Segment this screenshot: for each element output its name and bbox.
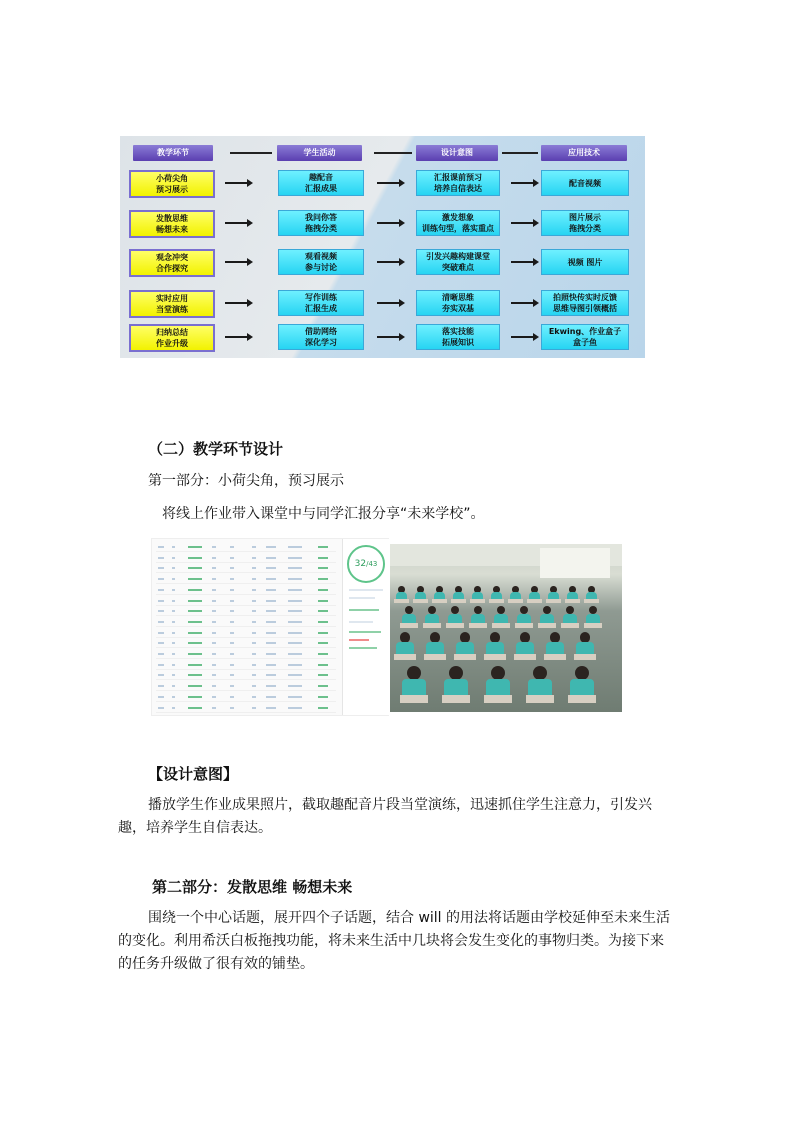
- list-row-cell: [266, 610, 276, 612]
- desk: [515, 623, 533, 628]
- list-row-cell: [252, 621, 256, 623]
- part2-line-2: 的变化。利用希沃白板拖拽功能，将未来生活中几块将会发生变化的事物归类。为接下来: [118, 933, 664, 949]
- desk: [451, 599, 466, 603]
- flow-cell-r2-c4: 图片展示 拖拽分类: [541, 210, 629, 236]
- list-row-status: [318, 557, 328, 559]
- list-row-cell: [212, 707, 216, 709]
- list-row-cell: [288, 685, 302, 687]
- list-row-cell: [288, 589, 302, 591]
- list-row-cell: [172, 664, 175, 666]
- flow-arrow-icon: [225, 302, 249, 304]
- list-row-cell: [230, 664, 234, 666]
- desk: [561, 623, 579, 628]
- list-row-status: [318, 610, 328, 612]
- list-row-name: [188, 610, 202, 612]
- flow-cell-r4-c2: 写作训练 汇报生成: [278, 290, 364, 316]
- desk: [470, 599, 485, 603]
- homework-list-screenshot: [151, 538, 389, 716]
- list-row-cell: [212, 578, 216, 580]
- list-row-cell: [266, 653, 276, 655]
- list-row-cell: [158, 589, 164, 591]
- list-row-cell: [158, 642, 164, 644]
- header-design-intent: 设计意图: [416, 145, 498, 161]
- list-row-divider: [156, 669, 336, 670]
- list-row-cell: [252, 653, 256, 655]
- desk: [527, 599, 542, 603]
- list-row-cell: [212, 546, 216, 548]
- flow-arrow-icon: [377, 222, 401, 224]
- desk: [489, 599, 504, 603]
- list-row-cell: [230, 632, 234, 634]
- desk: [424, 654, 446, 660]
- list-row-cell: [212, 567, 216, 569]
- list-row-divider: [156, 701, 336, 702]
- list-row-cell: [230, 567, 234, 569]
- list-row-divider: [156, 572, 336, 573]
- list-row-status: [318, 589, 328, 591]
- list-row-cell: [288, 578, 302, 580]
- list-row-cell: [230, 600, 234, 602]
- list-row-name: [188, 600, 202, 602]
- desk: [432, 599, 447, 603]
- teaching-flow-chart: [120, 136, 645, 358]
- flow-arrow-icon: [377, 302, 401, 304]
- desk: [584, 599, 599, 603]
- list-row-status: [318, 664, 328, 666]
- list-row-cell: [172, 557, 175, 559]
- list-row-cell: [230, 546, 234, 548]
- score-circle: [347, 545, 385, 583]
- list-row-cell: [230, 589, 234, 591]
- list-row-cell: [172, 610, 175, 612]
- list-row-status: [318, 600, 328, 602]
- list-row-cell: [266, 578, 276, 580]
- flow-arrow-icon: [377, 182, 401, 184]
- flow-cell-r4-c4: 拍照快传实时反馈 思维导图引领概括: [541, 290, 629, 316]
- list-row-status: [318, 707, 328, 709]
- flow-arrow-icon: [511, 222, 535, 224]
- list-row-divider: [156, 647, 336, 648]
- design-intent-line-2: 趣，培养学生自信表达。: [118, 820, 272, 836]
- part2-line-1: 围绕一个中心话题，展开四个子话题，结合 will 的用法将话题由学校延伸至未来生活: [148, 910, 671, 926]
- desk: [514, 654, 536, 660]
- flow-arrow-icon: [225, 222, 249, 224]
- list-row-cell: [288, 557, 302, 559]
- list-row-cell: [266, 685, 276, 687]
- list-row-cell: [230, 642, 234, 644]
- design-intent-line-1: 播放学生作业成果照片，截取趣配音片段当堂演练，迅速抓住学生注意力，引发兴: [148, 797, 652, 813]
- list-row-name: [188, 707, 202, 709]
- list-row-cell: [230, 685, 234, 687]
- flow-cell-r1-c3: 汇报课前预习 培养自信表达: [416, 170, 500, 196]
- list-row-cell: [230, 674, 234, 676]
- list-row-cell: [212, 674, 216, 676]
- list-row-cell: [212, 600, 216, 602]
- list-row-status: [318, 632, 328, 634]
- list-row-cell: [230, 653, 234, 655]
- desk: [484, 654, 506, 660]
- list-row-cell: [212, 610, 216, 612]
- list-row-cell: [252, 642, 256, 644]
- list-row-cell: [288, 707, 302, 709]
- classroom-photo: [390, 544, 622, 712]
- list-row-cell: [212, 621, 216, 623]
- desk: [400, 695, 428, 703]
- desk: [526, 695, 554, 703]
- desk: [454, 654, 476, 660]
- part2-title: 第二部分：发散思维 畅想未来: [152, 878, 353, 896]
- list-row-status: [318, 685, 328, 687]
- list-row-cell: [288, 600, 302, 602]
- list-row-divider: [156, 551, 336, 552]
- list-row-cell: [172, 696, 175, 698]
- list-row-cell: [172, 653, 175, 655]
- list-row-cell: [288, 610, 302, 612]
- list-row-cell: [172, 642, 175, 644]
- part1-text: 将线上作业带入课堂中与同学汇报分享“未来学校”。: [162, 506, 485, 522]
- list-row-cell: [158, 707, 164, 709]
- part1-title: 第一部分：小荷尖角，预习展示: [148, 473, 344, 489]
- score-total: /43: [366, 560, 378, 568]
- list-row-cell: [172, 567, 175, 569]
- section-title: （二）教学环节设计: [148, 440, 284, 458]
- list-row-cell: [230, 707, 234, 709]
- desk: [469, 623, 487, 628]
- list-row-cell: [288, 642, 302, 644]
- list-row-cell: [288, 653, 302, 655]
- list-row-cell: [158, 632, 164, 634]
- list-row-cell: [288, 664, 302, 666]
- list-row-cell: [158, 653, 164, 655]
- list-row-cell: [252, 546, 256, 548]
- list-row-cell: [252, 674, 256, 676]
- list-row-cell: [252, 567, 256, 569]
- list-row-cell: [252, 696, 256, 698]
- list-row-cell: [288, 696, 302, 698]
- list-row-name: [188, 696, 202, 698]
- list-row-divider: [156, 605, 336, 606]
- list-row-cell: [158, 664, 164, 666]
- desk: [574, 654, 596, 660]
- desk: [394, 599, 409, 603]
- list-row-cell: [158, 674, 164, 676]
- list-row-cell: [266, 546, 276, 548]
- list-row-name: [188, 589, 202, 591]
- flow-cell-r3-c3: 引发兴趣构建课堂 突破难点: [416, 249, 500, 275]
- flow-cell-r1-c2: 趣配音 汇报成果: [278, 170, 364, 196]
- list-row-cell: [252, 707, 256, 709]
- list-row-divider: [156, 690, 336, 691]
- flow-cell-r5-c4: Ekwing、作业盒子 盒子鱼: [541, 324, 629, 350]
- list-row-divider: [156, 712, 336, 713]
- desk: [423, 623, 441, 628]
- desk: [400, 623, 418, 628]
- list-row-status: [318, 653, 328, 655]
- header-connector: [230, 152, 272, 154]
- flow-arrow-icon: [511, 336, 535, 338]
- flow-arrow-icon: [377, 336, 401, 338]
- flow-arrow-icon: [511, 261, 535, 263]
- flow-arrow-icon: [225, 182, 249, 184]
- list-row-divider: [156, 562, 336, 563]
- list-row-status: [318, 578, 328, 580]
- list-row-cell: [266, 632, 276, 634]
- flow-cell-r4-c1: 实时应用 当堂演练: [129, 290, 215, 318]
- flow-cell-r1-c4: 配音视频: [541, 170, 629, 196]
- desk: [492, 623, 510, 628]
- list-row-name: [188, 674, 202, 676]
- flow-cell-r3-c1: 观念冲突 合作探究: [129, 249, 215, 277]
- list-row-cell: [252, 685, 256, 687]
- list-row-cell: [266, 589, 276, 591]
- list-row-divider: [156, 637, 336, 638]
- list-row-status: [318, 567, 328, 569]
- list-row-cell: [266, 567, 276, 569]
- list-row-cell: [172, 674, 175, 676]
- header-student-activity: 学生活动: [277, 145, 362, 161]
- list-row-cell: [252, 589, 256, 591]
- list-row-cell: [266, 696, 276, 698]
- flow-cell-r2-c2: 我问你答 拖拽分类: [278, 210, 364, 236]
- list-row-divider: [156, 658, 336, 659]
- list-row-cell: [158, 621, 164, 623]
- list-row-divider: [156, 679, 336, 680]
- desk: [568, 695, 596, 703]
- list-row-cell: [212, 589, 216, 591]
- list-row-cell: [252, 600, 256, 602]
- desk: [546, 599, 561, 603]
- list-row-cell: [230, 621, 234, 623]
- list-row-cell: [288, 632, 302, 634]
- list-row-cell: [158, 567, 164, 569]
- list-row-cell: [266, 674, 276, 676]
- header-teaching-stage: 教学环节: [133, 145, 213, 161]
- list-row-name: [188, 557, 202, 559]
- list-row-cell: [158, 696, 164, 698]
- list-row-cell: [266, 600, 276, 602]
- flow-cell-r2-c3: 激发想象 训练句型，落实重点: [416, 210, 500, 236]
- list-row-cell: [212, 664, 216, 666]
- list-row-cell: [212, 685, 216, 687]
- flow-cell-r5-c1: 归纳总结 作业升级: [129, 324, 215, 352]
- list-row-cell: [288, 567, 302, 569]
- list-row-name: [188, 621, 202, 623]
- list-row-cell: [158, 546, 164, 548]
- flow-arrow-icon: [225, 336, 249, 338]
- list-row-cell: [212, 696, 216, 698]
- list-row-cell: [212, 632, 216, 634]
- list-row-cell: [230, 557, 234, 559]
- list-row-cell: [172, 685, 175, 687]
- list-row-cell: [172, 589, 175, 591]
- list-row-divider: [156, 594, 336, 595]
- list-row-divider: [156, 626, 336, 627]
- list-row-name: [188, 578, 202, 580]
- desk: [584, 623, 602, 628]
- list-row-cell: [230, 578, 234, 580]
- list-row-cell: [172, 600, 175, 602]
- flow-cell-r5-c2: 借助网络 深化学习: [278, 324, 364, 350]
- list-row-name: [188, 632, 202, 634]
- list-row-cell: [288, 674, 302, 676]
- list-row-cell: [212, 653, 216, 655]
- list-row-status: [318, 696, 328, 698]
- list-row-cell: [158, 600, 164, 602]
- list-row-name: [188, 567, 202, 569]
- desk: [565, 599, 580, 603]
- desk: [484, 695, 512, 703]
- list-row-cell: [266, 557, 276, 559]
- list-row-cell: [266, 664, 276, 666]
- list-row-status: [318, 546, 328, 548]
- list-row-cell: [158, 557, 164, 559]
- score-panel: [342, 539, 389, 715]
- list-row-cell: [266, 707, 276, 709]
- header-applied-tech: 应用技术: [541, 145, 627, 161]
- list-row-cell: [158, 610, 164, 612]
- list-row-cell: [172, 621, 175, 623]
- list-row-cell: [266, 642, 276, 644]
- list-row-cell: [172, 707, 175, 709]
- list-row-cell: [252, 578, 256, 580]
- flow-arrow-icon: [377, 261, 401, 263]
- flow-cell-r4-c3: 清晰思维 夯实双基: [416, 290, 500, 316]
- part2-line-3: 的任务升级做了很有效的铺垫。: [118, 956, 314, 972]
- list-row-status: [318, 621, 328, 623]
- list-row-cell: [230, 696, 234, 698]
- list-row-cell: [252, 610, 256, 612]
- list-row-cell: [252, 557, 256, 559]
- list-row-divider: [156, 583, 336, 584]
- list-row-cell: [252, 632, 256, 634]
- flow-arrow-icon: [511, 182, 535, 184]
- list-row-name: [188, 653, 202, 655]
- design-intent-title: 【设计意图】: [148, 765, 239, 783]
- list-row-name: [188, 642, 202, 644]
- flow-arrow-icon: [225, 261, 249, 263]
- list-row-cell: [158, 685, 164, 687]
- desk: [446, 623, 464, 628]
- flow-arrow-icon: [511, 302, 535, 304]
- list-row-status: [318, 642, 328, 644]
- list-row-cell: [288, 621, 302, 623]
- flow-cell-r1-c1: 小荷尖角 预习展示: [129, 170, 215, 198]
- list-row-cell: [172, 578, 175, 580]
- list-row-cell: [212, 557, 216, 559]
- list-row-cell: [212, 642, 216, 644]
- score-done: 32: [354, 559, 367, 569]
- desk: [413, 599, 428, 603]
- flow-cell-r2-c1: 发散思维 畅想未来: [129, 210, 215, 238]
- list-row-status: [318, 674, 328, 676]
- desk: [544, 654, 566, 660]
- flow-cell-r3-c4: 视频 图片: [541, 249, 629, 275]
- list-row-cell: [252, 664, 256, 666]
- list-row-name: [188, 664, 202, 666]
- flow-cell-r3-c2: 观看视频 参与讨论: [278, 249, 364, 275]
- list-row-cell: [172, 546, 175, 548]
- desk: [442, 695, 470, 703]
- header-connector: [374, 152, 412, 154]
- desk: [508, 599, 523, 603]
- list-row-cell: [288, 546, 302, 548]
- list-row-name: [188, 546, 202, 548]
- desk: [538, 623, 556, 628]
- desk: [394, 654, 416, 660]
- list-row-name: [188, 685, 202, 687]
- header-connector: [502, 152, 538, 154]
- list-row-cell: [230, 610, 234, 612]
- flow-cell-r5-c3: 落实技能 拓展知识: [416, 324, 500, 350]
- list-row-cell: [158, 578, 164, 580]
- list-row-cell: [172, 632, 175, 634]
- list-row-cell: [266, 621, 276, 623]
- list-row-divider: [156, 615, 336, 616]
